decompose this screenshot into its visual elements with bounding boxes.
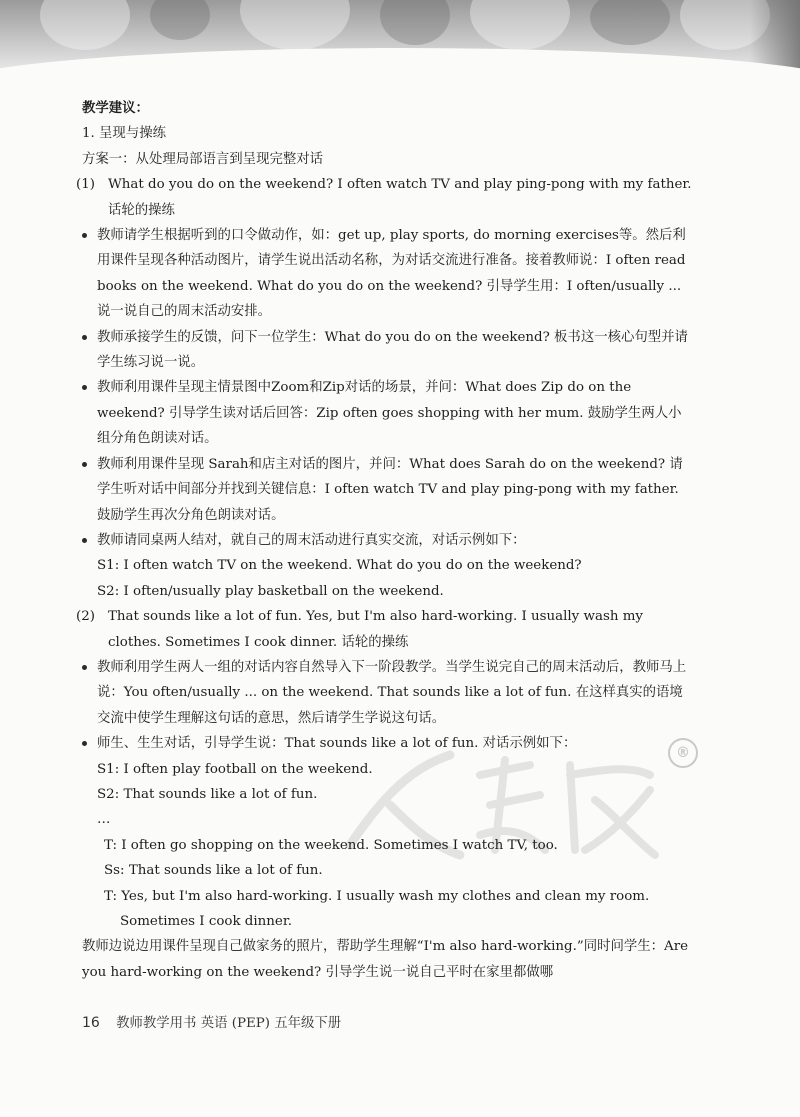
plan-title: 方案一：从处理局部语言到呈现完整对话: [82, 151, 324, 167]
dialog-line: S2: That sounds like a lot of fun.: [97, 786, 318, 802]
dialog-line: S1: I often watch TV on the weekend. What do you do on the weekend?: [97, 558, 582, 574]
dialog-line: S2: I often/usually play basketball on the weekend.: [97, 583, 444, 599]
bullet-dot-icon: [82, 462, 87, 467]
bullet-dot-icon: [82, 538, 87, 543]
bullet-item: [82, 452, 694, 528]
registered-mark: ®: [668, 738, 698, 768]
bullet-text: 教师请同桌两人结对，就自己的周末活动进行真实交流，对话示例如下：: [97, 532, 526, 548]
bullet-dot-icon: [82, 665, 87, 670]
item-number: (2): [76, 609, 95, 625]
dialog-ellipsis: …: [97, 812, 111, 828]
main-content: [76, 96, 694, 985]
numbered-item-1: [76, 172, 694, 223]
banner-flower-shape: [240, 0, 350, 50]
banner-flower-shape: [590, 0, 670, 45]
dialog-line: Ss: That sounds like a lot of fun.: [104, 863, 323, 879]
bullet-item: [82, 528, 694, 553]
item-number: (1): [76, 177, 95, 193]
banner-flower-shape: [40, 0, 130, 50]
dialog-line: T: I often go shopping on the weekend. Sometimes I watch TV, too.: [104, 837, 558, 853]
dialog-line: T: Yes, but I'm also hard-working. I usually wash my clothes and clean my room. Sometimes I cook dinner.: [104, 888, 650, 929]
section-heading: 教学建议：: [82, 101, 149, 116]
bullet-text: 教师承接学生的反馈，问下一位学生：What do you do on the weekend? 板书这一核心句型并请学生练习说一说。: [97, 329, 688, 371]
dialog-line: S1: I often play football on the weekend.: [97, 761, 373, 777]
bullet-dot-icon: [82, 741, 87, 746]
header-banner: [0, 0, 800, 80]
bullet-dot-icon: [82, 233, 87, 238]
bullet-dot-icon: [82, 385, 87, 390]
bullet-item: [82, 223, 694, 325]
item-text: What do you do on the weekend? I often watch TV and play ping-pong with my father. 话轮的操练: [108, 177, 692, 218]
bullet-item: [82, 375, 694, 451]
bullet-item: [82, 325, 694, 376]
page-footer: [82, 1012, 341, 1031]
banner-flower-shape: [470, 0, 570, 50]
bullet-dot-icon: [82, 335, 87, 340]
section-title: 1. 呈现与操练: [82, 126, 166, 142]
bullet-text: 教师利用课件呈现 Sarah和店主对话的图片，并问：What does Sarah do on the weekend? 请学生听对话中间部分并找到关键信息：I often watch TV and play ping-pong with my father. 鼓励学生再次分角色朗读对话。: [97, 456, 683, 523]
numbered-item-2: [76, 604, 694, 655]
page-number: 16: [82, 1015, 100, 1031]
item-text: That sounds like a lot of fun. Yes, but I'm also hard-working. I usually wash my clothes. Sometimes I cook dinner. 话轮的操练: [108, 609, 643, 650]
banner-flower-shape: [150, 0, 210, 40]
book-title: 教师教学用书 英语 (PEP) 五年级下册: [116, 1016, 342, 1031]
closing-paragraph: 教师边说边用课件呈现自己做家务的照片，帮助学生理解“I'm also hard-working.”同时问学生：Are you hard-working on the weekend? 引导学生说一说自己平时在家里都做哪: [82, 939, 689, 980]
banner-curve: [0, 48, 800, 80]
bullet-text: 教师利用学生两人一组的对话内容自然导入下一阶段教学。当学生说完自己的周末活动后，教师马上说：You often/usually ... on the weekend. That sounds like a lot of fun. 在这样真实的语境交流中使学生理解这句话的意思，然后请学生学说这句话。: [97, 659, 687, 726]
bullet-text: 教师请学生根据听到的口令做动作，如：get up, play sports, do morning exercises等。然后利用课件呈现各种活动图片，请学生说出活动名称，为对话交流进行准备。接着教师说：I often read books on the weekend. What do you do on the weekend? 引导学生用：I often/usually ... 说一说自己的周末活动安排。: [97, 228, 686, 320]
bullet-item: [82, 731, 694, 756]
banner-flower-shape: [380, 0, 450, 45]
bullet-text: 师生、生生对话，引导学生说：That sounds like a lot of fun. 对话示例如下：: [97, 736, 577, 752]
bullet-text: 教师利用课件呈现主情景图中Zoom和Zip对话的场景，并问：What does Zip do on the weekend? 引导学生读对话后回答：Zip often goes shopping with her mum. 鼓励学生两人小组分角色朗读对话。: [97, 380, 682, 447]
bullet-item: [82, 655, 694, 731]
